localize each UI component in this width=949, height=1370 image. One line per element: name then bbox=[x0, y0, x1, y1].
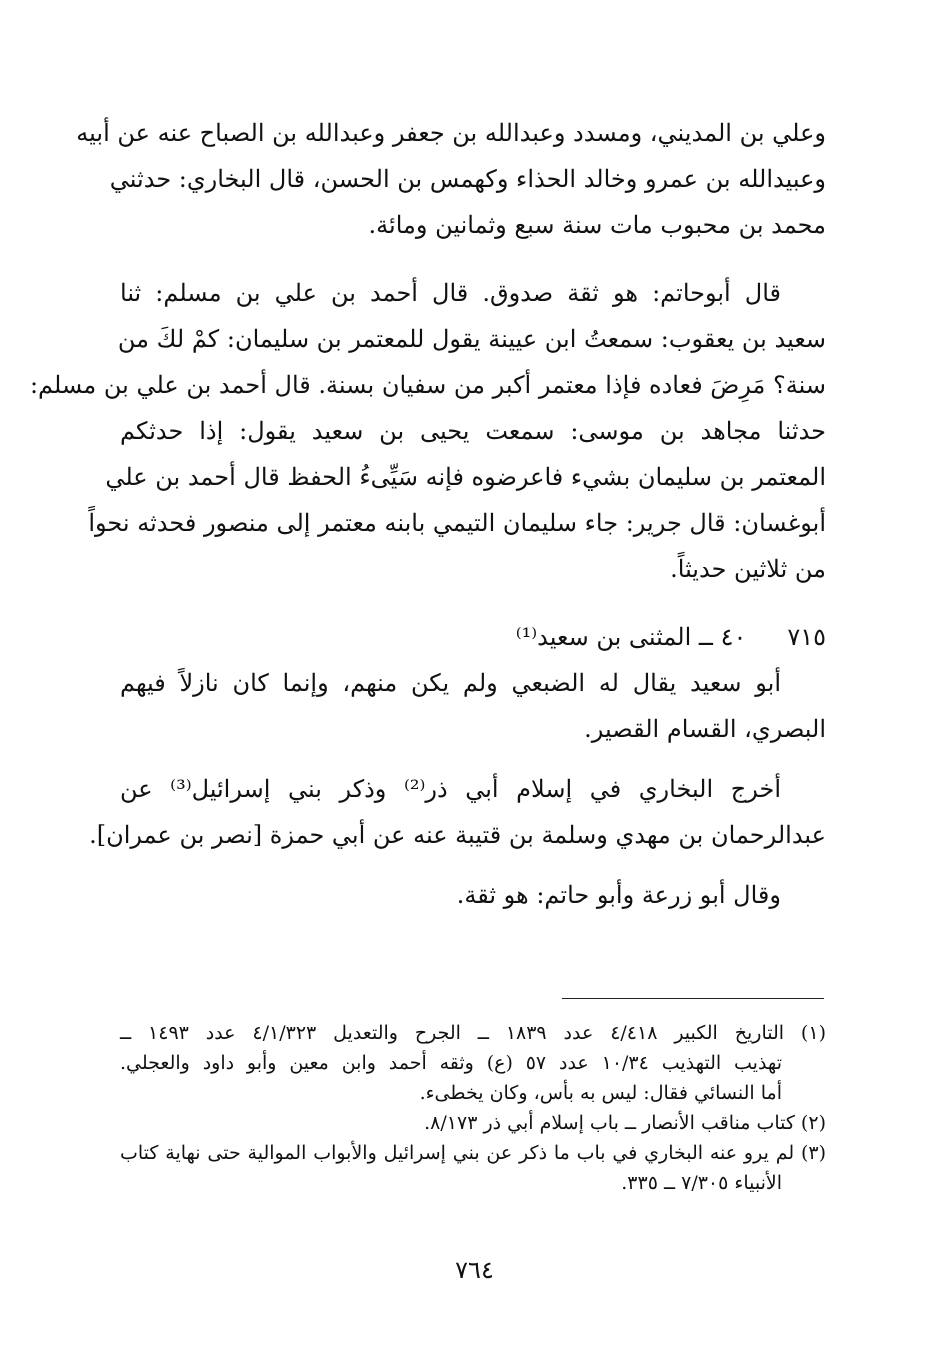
text-line: البصري، القسام القصير. bbox=[584, 715, 826, 743]
text-line: حدثنا مجاهد بن موسى: سمعت يحيى بن سعيد يقول: إذا حدثكم bbox=[120, 417, 826, 445]
text-line: قال أبوحاتم: هو ثقة صدوق. قال أحمد بن علي بن مسلم: ثنا bbox=[120, 279, 781, 307]
footnote-line: الأنبياء ٧/٣٠٥ ــ ٣٣٥. bbox=[621, 1172, 782, 1194]
footnote-line: (٢) كتاب مناقب الأنصار ــ باب إسلام أبي ذر ٨/١٧٣. bbox=[424, 1112, 826, 1134]
text-line: محمد بن محبوب مات سنة سبع وثمانين ومائة. bbox=[368, 211, 826, 239]
footnote-line: (١) التاريخ الكبير ٤/٤١٨ عدد ١٨٣٩ ــ الجرح والتعديل ٤/١/٣٢٣ عدد ١٤٩٣ ــ bbox=[120, 1022, 826, 1044]
paragraph-1 bbox=[76, 110, 826, 248]
paragraph-3 bbox=[120, 660, 826, 752]
footnote-1 bbox=[120, 1018, 826, 1108]
footnote-2 bbox=[120, 1108, 826, 1138]
entry-title: ٤٠ ــ المثنى بن سعيد⁽¹⁾ bbox=[515, 623, 747, 651]
text-line: سنة؟ مَرِضَ فعاده فإذا معتمر أكبر من سفيان بسنة. قال أحمد بن علي بن مسلم: bbox=[29, 371, 826, 399]
text-line: من ثلاثين حديثاً. bbox=[670, 555, 826, 583]
text-line: أبوغسان: قال جرير: جاء سليمان التيمي بابنه معتمر إلى منصور فحدثه نحواً bbox=[88, 509, 826, 537]
text-line: وعلي بن المديني، ومسدد وعبدالله بن جعفر وعبدالله بن الصباح عنه عن أبيه bbox=[76, 119, 826, 147]
paragraph-4 bbox=[89, 766, 826, 858]
entry-heading bbox=[120, 614, 826, 660]
footnote-line: تهذيب التهذيب ١٠/٣٤ عدد ٥٧ (ع) وثقه أحمد وابن معين وأبو داود والعجلي. bbox=[120, 1052, 782, 1074]
paragraph-2 bbox=[29, 270, 826, 592]
text-line: عبدالرحمان بن مهدي وسلمة بن قتيبة عنه عن أبي حمزة [نصر بن عمران]. bbox=[89, 821, 826, 849]
text-line: وعبيدالله بن عمرو وخالد الحذاء وكهمس بن الحسن، قال البخاري: حدثني bbox=[109, 165, 826, 193]
paragraph-5 bbox=[120, 872, 826, 918]
footnote-line: (٣) لم يرو عنه البخاري في باب ما ذكر عن بني إسرائيل والأبواب الموالية حتى نهاية كتاب bbox=[120, 1142, 826, 1164]
main-text bbox=[29, 110, 826, 918]
text-line: أخرج البخاري في إسلام أبي ذر⁽²⁾ وذكر بني إسرائيل⁽³⁾ عن bbox=[120, 775, 781, 803]
text-line: وقال أبو زرعة وأبو حاتم: هو ثقة. bbox=[456, 881, 781, 909]
entry-number: ٧١٥ bbox=[787, 623, 826, 651]
footnote-separator bbox=[562, 998, 824, 999]
footnotes bbox=[120, 1018, 826, 1198]
text-line: أبو سعيد يقال له الضبعي ولم يكن منهم، وإنما كان نازلاً فيهم bbox=[120, 669, 781, 697]
text-line: المعتمر بن سليمان بشيء فاعرضوه فإنه سَيِّىءُ الحفظ قال أحمد بن علي bbox=[105, 463, 826, 491]
page-number: ٧٦٤ bbox=[455, 1256, 494, 1284]
footnote-line: أما النسائي فقال: ليس به بأس، وكان يخطىء. bbox=[419, 1082, 782, 1104]
footnote-3 bbox=[120, 1138, 826, 1198]
text-line: سعيد بن يعقوب: سمعتُ ابن عيينة يقول للمعتمر بن سليمان: كمْ لكَ من bbox=[117, 325, 826, 353]
